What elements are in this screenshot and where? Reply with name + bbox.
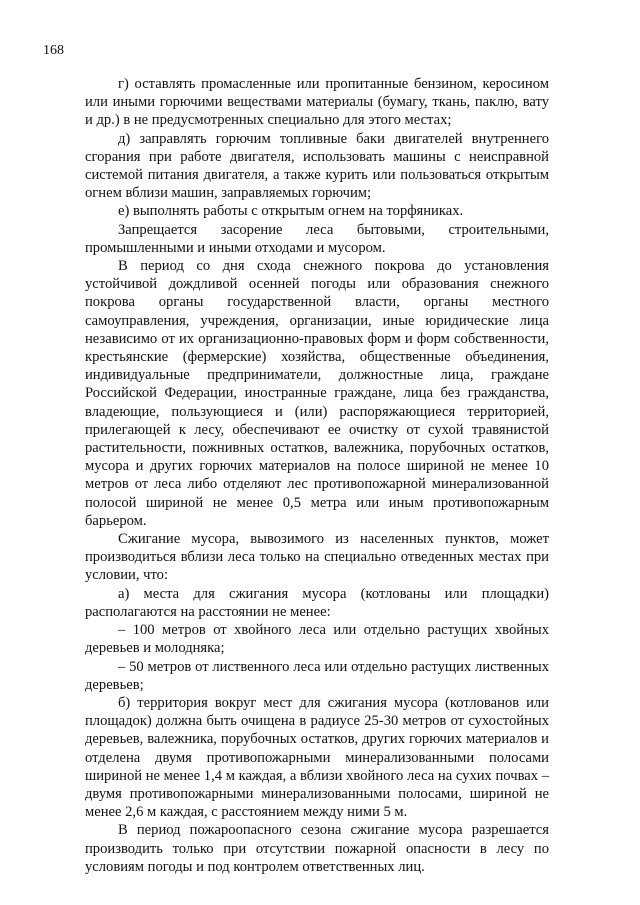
paragraph-item-g: г) оставлять промасленные или пропитанные бензином, керосином или иными горючими веществами материалы (бумагу, ткань, паклю, вату и др.) в не предусмотренных специально для этого местах; — [85, 76, 549, 129]
paragraph-dash-coniferous: – 100 метров от хвойного леса или отдельно растущих хвойных деревьев и молодняка; — [85, 622, 549, 657]
paragraph-item-e: е) выполнять работы с открытым огнем на торфяниках. — [118, 203, 464, 220]
paragraph-item-b: б) территория вокруг мест для сжигания мусора (котлованов или площадок) должна быть очищена в радиусе 25-30 метров от сухостойных деревьев, валежника, порубочных остатков, других горючих материалов и отделена двумя противопожарными минерализованными полосами шириной не менее 1,4 м каждая, а вблизи хвойного леса на сухих почвах – двумя противопожарными минерализованными полосами, шириной не менее 2,6 м каждая, с расстоянием между ними 5 м. — [85, 694, 549, 821]
page-number: 168 — [43, 43, 64, 58]
paragraph-burning-conditions: Сжигание мусора, вывозимого из населенных пунктов, может производиться вблизи леса только на специально отведенных местах при условии, что: — [85, 531, 549, 584]
paragraph-dash-deciduous: – 50 метров от лиственного леса или отдельно растущих лиственных деревьев; — [85, 658, 549, 693]
document-body — [85, 75, 549, 876]
paragraph-cleanup-period: В период со дня схода снежного покрова до установления устойчивой дождливой осенней погоды или образования снежного покрова органы государственной власти, органы местного самоуправления, учреждения, организации, иные юридические лица независимо от их организационно-правовых форм и форм собственности, крестьянские (фермерские) хозяйства, общественные объединения, индивидуальные предприниматели, должностные лица, граждане Российской Федерации, иностранные граждане, лица без гражданства, владеющие, пользующиеся и (или) распоряжающиеся территорией, прилегающей к лесу, обеспечивают ее очистку от сухой травянистой растительности, пожнивных остатков, валежника, порубочных остатков, мусора и других горючих материалов на полосе шириной не менее 10 метров от леса либо отделяют лес противопожарной минерализованной полосой шириной не менее 0,5 метра или иным противопожарным барьером. — [85, 258, 549, 529]
paragraph-fire-season: В период пожароопасного сезона сжигание мусора разрешается производить только при отсутствии пожарной опасности в лесу по условиям погоды и под контролем ответственных лиц. — [85, 822, 549, 875]
paragraph-prohibition-litter: Запрещается засорение леса бытовыми, строительными, промышленными и иными отходами и мусором. — [85, 221, 549, 256]
paragraph-item-d: д) заправлять горючим топливные баки двигателей внутреннего сгорания при работе двигателя, использовать машины с неисправной системой питания двигателя, а также курить или пользоваться открытым огнем вблизи машин, заправляемых горючим; — [85, 130, 549, 202]
paragraph-item-a: а) места для сжигания мусора (котлованы или площадки) располагаются на расстоянии не менее: — [85, 585, 549, 620]
